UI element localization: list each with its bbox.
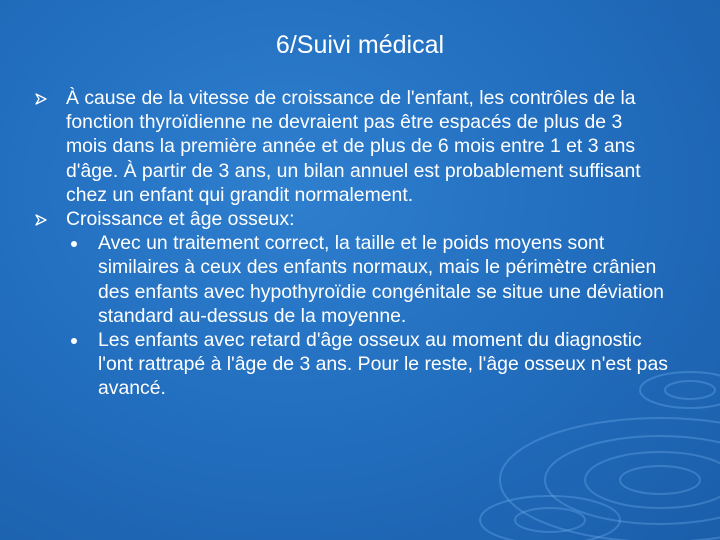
bullet-item — [0, 207, 666, 231]
slide-title: 6/Suivi médical — [275, 31, 445, 59]
bullet-text: À cause de la vitesse de croissance de l'enfant, les contrôles de la fonction thyroïdienne ne devraient pas être espacés de plus de 3 mois dans la première année et de plus de 6 mois entre 1 et 3 ans d'âge. À partir de 3 ans, un bilan annuel est probablement suffisant chez un enfant qui grandit normalement. — [66, 87, 641, 206]
arrow-bullet-icon — [35, 93, 47, 105]
dot-bullet-icon — [71, 241, 77, 247]
dot-bullet-icon — [71, 338, 77, 344]
bullet-item — [0, 86, 666, 207]
bullet-text: Croissance et âge osseux: — [66, 208, 295, 231]
sub-bullet-item — [0, 328, 676, 401]
sub-bullet-text: Les enfants avec retard d'âge osseux au moment du diagnostic l'ont rattrapé à l'âge de 3 ans. Pour le reste, l'âge osseux n'est pas avancé. — [98, 329, 668, 400]
slide-content — [0, 86, 720, 401]
sub-bullet-text: Avec un traitement correct, la taille et le poids moyens sont similaires à ceux des enfants normaux, mais le périmètre crânien des enfants avec hypothyroïdie congénitale se situe une déviation standard au-dessus de la moyenne. — [98, 232, 664, 327]
arrow-bullet-icon — [35, 214, 47, 226]
sub-bullet-item — [0, 231, 676, 328]
